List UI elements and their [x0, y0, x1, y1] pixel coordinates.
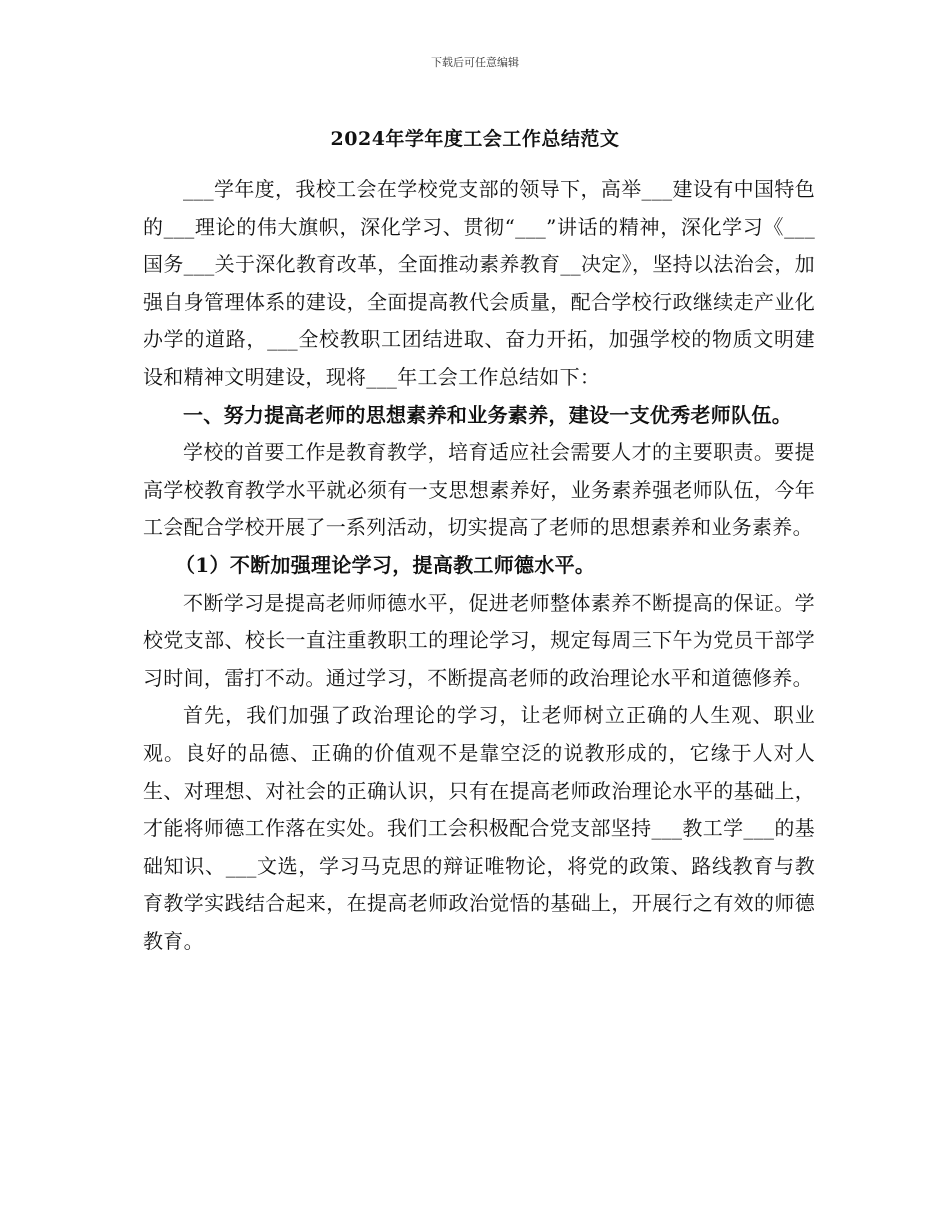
document-title: 2024年学年度工会工作总结范文	[330, 128, 620, 150]
document-body	[143, 171, 815, 960]
subheading-1: （1）不断加强理论学习，提高教工师德水平。	[175, 552, 596, 577]
paragraph-section-1: 学校的首要工作是教育教学，培育适应社会需要人才的主要职责。要提高学校教育教学水平就必须有一支思想素养好，业务素养强老师队伍，今年工会配合学校开展了一系列活动，切实提高了老师的思想素养和业务素养。	[143, 440, 815, 540]
paragraph-intro: ___学年度，我校工会在学校党支部的领导下，高举___建设有中国特色的___理论的伟大旗帜，深化学习、贯彻“___”讲话的精神，深化学习《___国务___关于深化教育改革，全面推动素养教育__决定》，坚持以法治会，加强自身管理体系的建设，全面提高教代会质量，配合学校行政继续走产业化办学的道路，___全校教职工团结进取、奋力开拓，加强学校的物质文明建设和精神文明建设，现将___年工会工作总结如下：	[143, 177, 815, 389]
paragraph-study: 不断学习是提高老师师德水平，促进老师整体素养不断提高的保证。学校党支部、校长一直注重教职工的理论学习，规定每周三下午为党员干部学习时间，雷打不动。通过学习，不断提高老师的政治理论水平和道德修养。	[143, 590, 815, 690]
paragraph-first: 首先，我们加强了政治理论的学习，让老师树立正确的人生观、职业观。良好的品德、正确的价值观不是靠空泛的说教形成的，它缘于人对人生、对理想、对社会的正确认识，只有在提高老师政治理论水平的基础上，才能将师德工作落在实处。我们工会积极配合党支部坚持___教工学___的基础知识、___文选，学习马克思的辩证唯物论，将党的政策、路线教育与教育教学实践结合起来，在提高老师政治觉悟的基础上，开展行之有效的师德教育。	[143, 703, 815, 953]
section-heading-1: 一、努力提高老师的思想素养和业务素养，建设一支优秀老师队伍。	[183, 402, 792, 427]
header-note: 下载后可任意编辑	[431, 56, 519, 69]
